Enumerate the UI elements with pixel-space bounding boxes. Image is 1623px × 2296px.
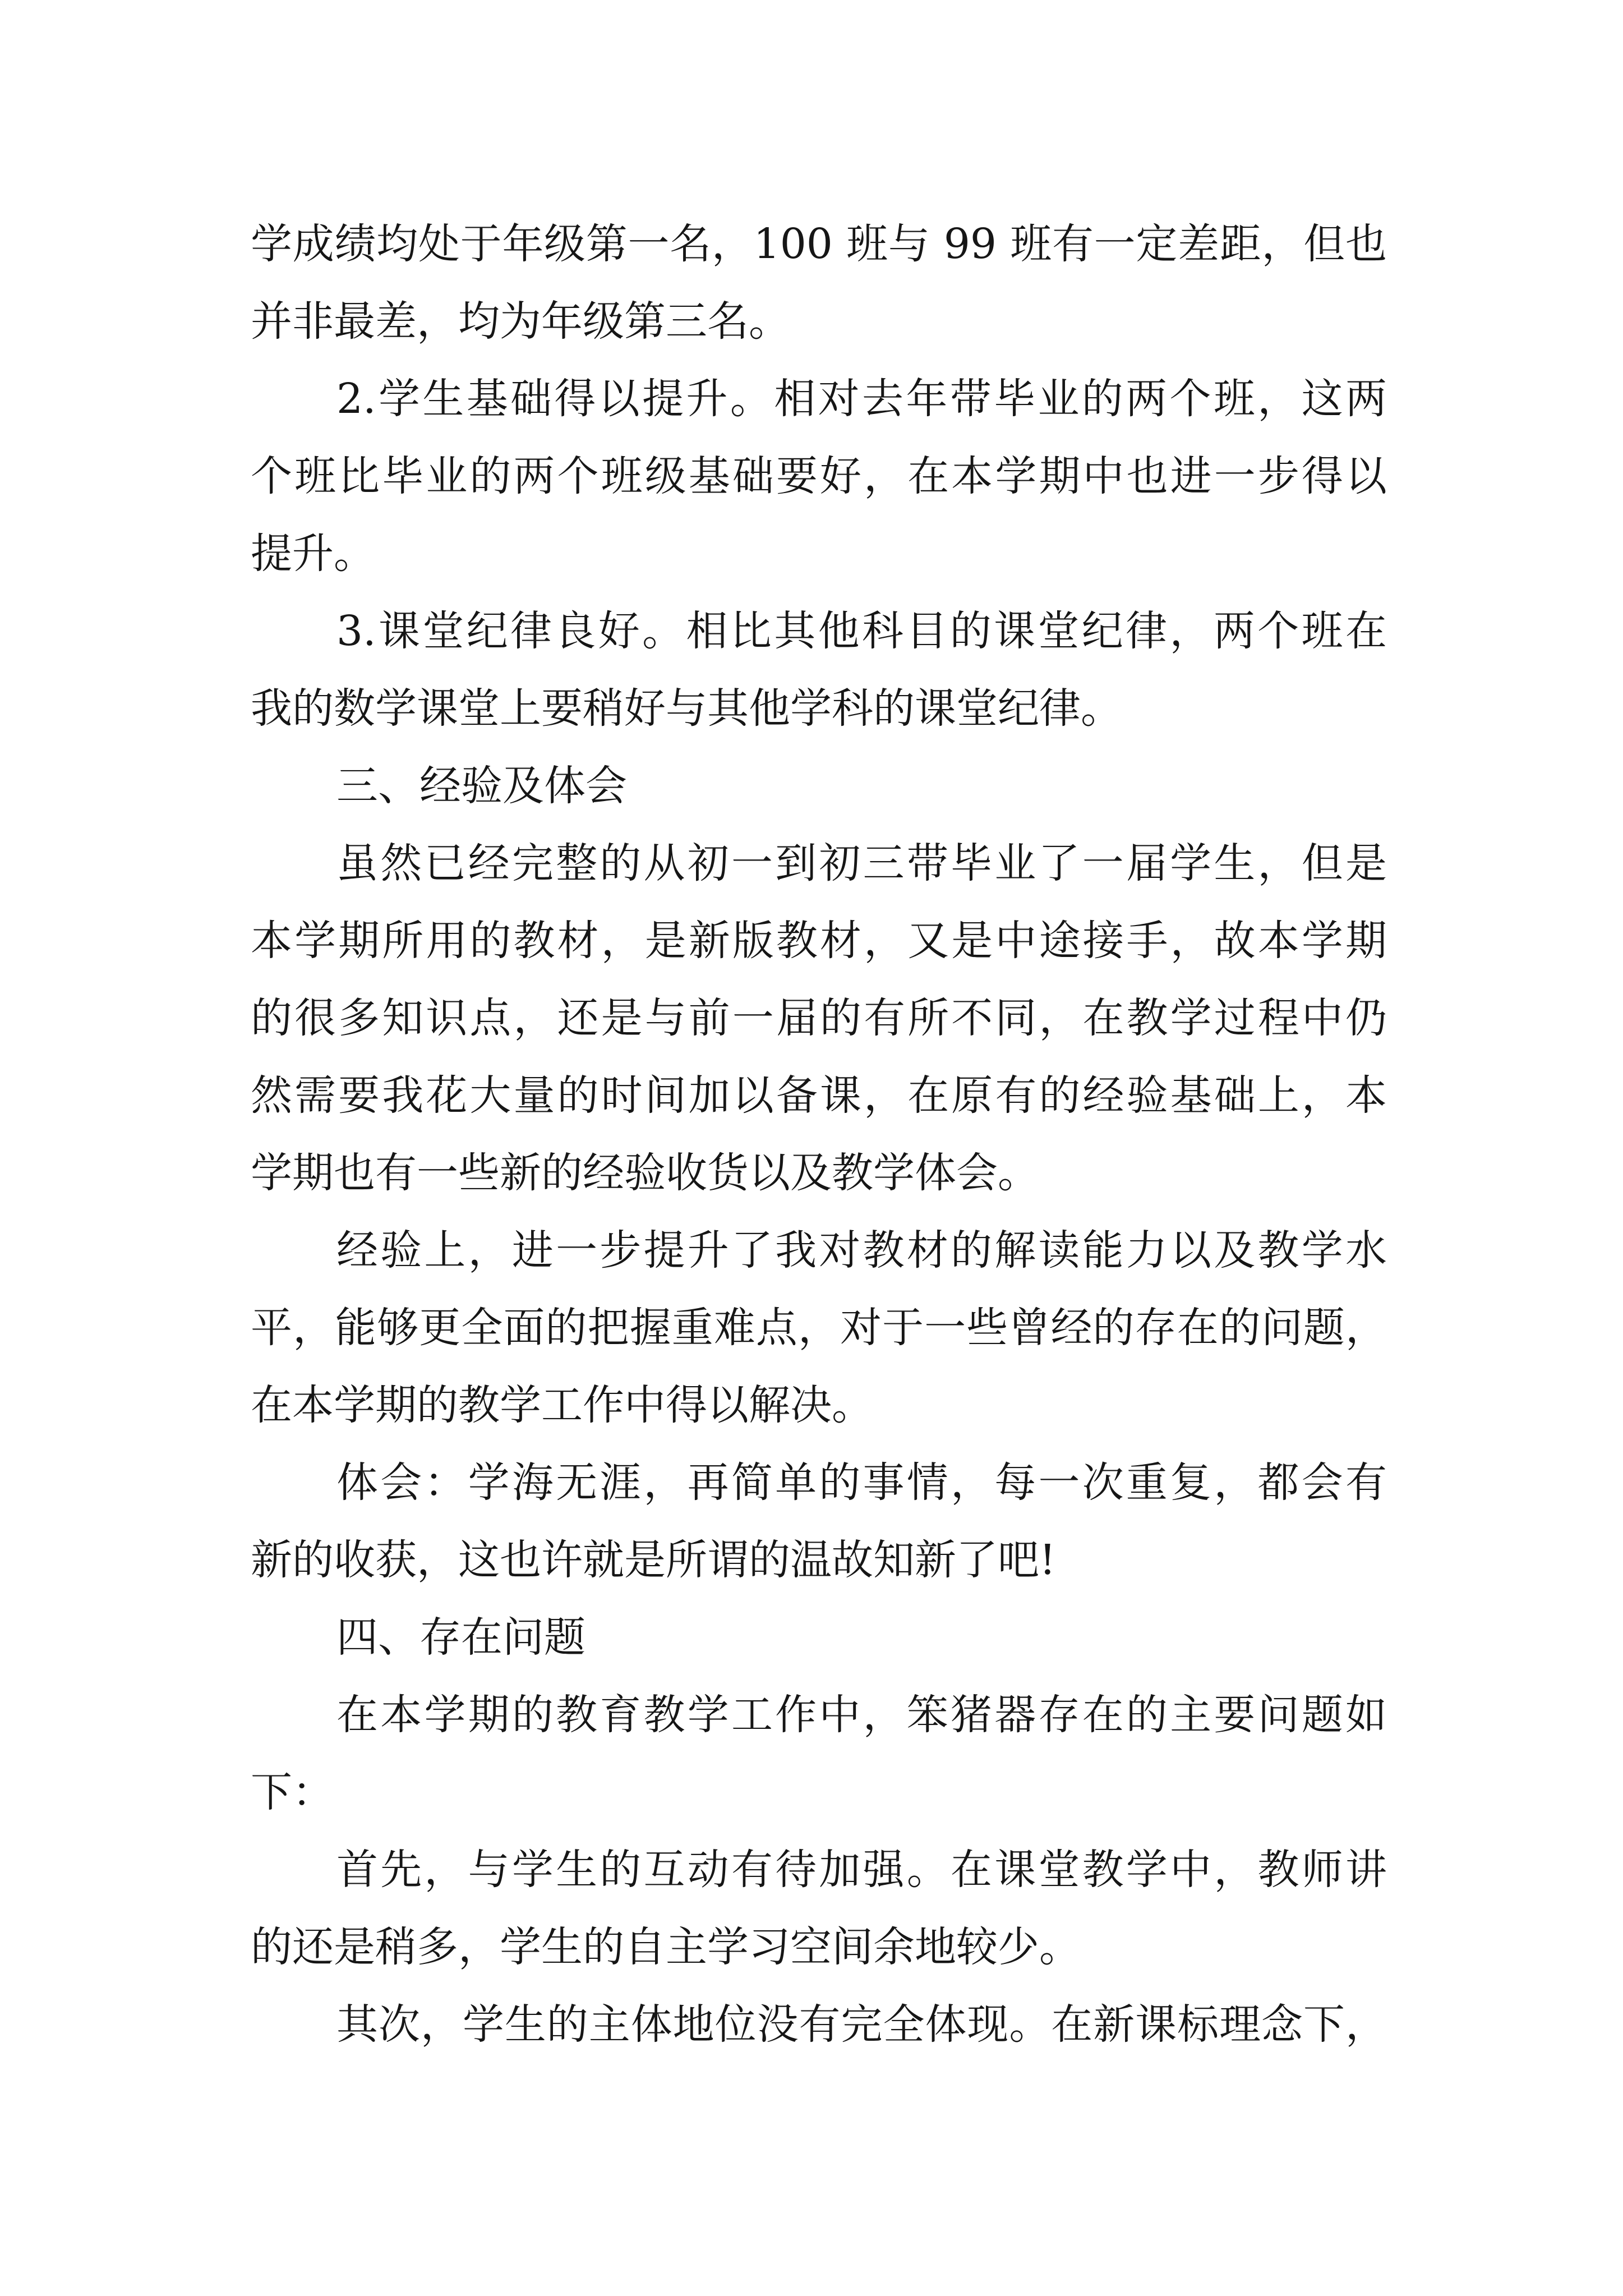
text-line: 的很多知识点，还是与前一届的有所不同，在教学过程中仍 <box>251 994 1387 1042</box>
section-heading-problems <box>251 1599 1387 1676</box>
text-line: 本学期所用的教材，是新版教材，又是中途接手，故本学期 <box>251 917 1387 965</box>
text-line: 其次，学生的主体地位没有完全体现。在新课标理念下， <box>336 2000 1387 2049</box>
text-line: 学期也有一些新的经验收货以及教学体会。 <box>251 1149 1039 1197</box>
text-line: 体会：学海无涯，再简单的事情，每一次重复，都会有 <box>336 1458 1387 1507</box>
text-line: 下： <box>251 1768 334 1816</box>
paragraph-reflection <box>251 1444 1387 1599</box>
text-line: 经验上，进一步提升了我对教材的解读能力以及教学水 <box>336 1226 1387 1274</box>
paragraph-problems-intro <box>251 1676 1387 1831</box>
text-line: 新的收获，这也许就是所谓的温故知新了吧! <box>251 1536 1056 1584</box>
text-line: 2.学生基础得以提升。相对去年带毕业的两个班，这两 <box>336 375 1387 423</box>
section-heading: 三、经验及体会 <box>336 762 627 810</box>
text-line: 提升。 <box>251 530 375 578</box>
section-heading-experience <box>251 747 1387 825</box>
text-line: 平，能够更全面的把握重难点，对于一些曾经的存在的问题， <box>251 1304 1387 1352</box>
text-line: 在本学期的教育教学工作中，笨猪器存在的主要问题如 <box>336 1691 1387 1739</box>
text-line: 首先，与学生的互动有待加强。在课堂教学中，教师讲 <box>336 1846 1387 1894</box>
text-line: 个班比毕业的两个班级基础要好，在本学期中也进一步得以 <box>251 452 1387 500</box>
paragraph-experience <box>251 1212 1387 1444</box>
paragraph-problem-second <box>251 1986 1387 2063</box>
document-body <box>251 205 1387 2063</box>
paragraph-problem-first <box>251 1831 1387 1986</box>
text-line: 在本学期的教学工作中得以解决。 <box>251 1381 873 1429</box>
paragraph-item-2 <box>251 360 1387 592</box>
text-line: 然需要我花大量的时间加以备课，在原有的经验基础上，本 <box>251 1071 1387 1120</box>
text-line: 学成绩均处于年级第一名，100 班与 99 班有一定差距，但也 <box>251 220 1387 268</box>
text-line: 的还是稍多，学生的自主学习空间余地较少。 <box>251 1923 1081 1971</box>
text-line: 我的数学课堂上要稍好与其他学科的课堂纪律。 <box>251 684 1122 733</box>
text-line: 并非最差，均为年级第三名。 <box>251 297 790 346</box>
text-line: 虽然已经完整的从初一到初三带毕业了一届学生，但是 <box>336 839 1387 887</box>
paragraph-item-3 <box>251 592 1387 747</box>
paragraph-experience-intro <box>251 825 1387 1212</box>
text-line: 3.课堂纪律良好。相比其他科目的课堂纪律，两个班在 <box>336 607 1387 655</box>
paragraph-continuation <box>251 205 1387 360</box>
section-heading: 四、存在问题 <box>336 1613 585 1662</box>
